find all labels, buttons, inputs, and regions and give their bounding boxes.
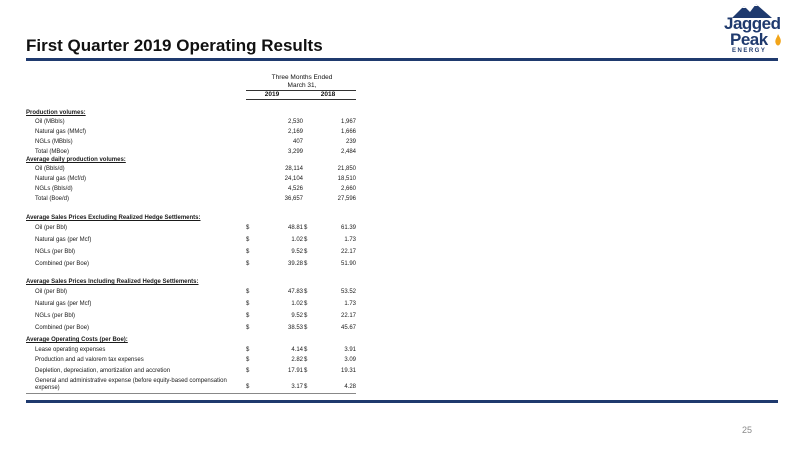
row-label: Natural gas (per Mcf) bbox=[35, 301, 92, 307]
table-row bbox=[26, 259, 356, 269]
row-label-continued: expense) bbox=[35, 385, 60, 391]
bottom-divider bbox=[26, 400, 778, 403]
currency-symbol: $ bbox=[246, 261, 250, 267]
value-2018: 22.17 bbox=[340, 249, 356, 255]
value-2019: 1.02 bbox=[291, 237, 303, 243]
value-2018: 22.17 bbox=[340, 313, 356, 319]
column-header-rule bbox=[246, 99, 356, 100]
value-2018: 21,850 bbox=[337, 166, 356, 172]
section-title: Production volumes: bbox=[26, 110, 86, 116]
value-2018: 45.67 bbox=[340, 325, 356, 331]
value-2019: 39.28 bbox=[287, 261, 303, 267]
slide-title: First Quarter 2019 Operating Results bbox=[26, 36, 323, 55]
value-2018: 4.28 bbox=[344, 384, 356, 390]
value-2019: 2,169 bbox=[287, 129, 303, 135]
value-2019: 2,530 bbox=[287, 119, 303, 125]
currency-symbol: $ bbox=[246, 301, 250, 307]
value-2018: 3.09 bbox=[344, 357, 356, 363]
row-label: Production and ad valorem tax expenses bbox=[35, 357, 144, 363]
row-label: Oil (MBbls) bbox=[35, 119, 65, 125]
table-row bbox=[26, 311, 356, 321]
currency-symbol: $ bbox=[246, 225, 250, 231]
value-2019: 47.83 bbox=[287, 289, 303, 295]
value-2018: 1.73 bbox=[344, 237, 356, 243]
row-label: Oil (per Bbl) bbox=[35, 225, 68, 231]
jagged-peak-logo bbox=[718, 2, 788, 62]
row-label: Oil (per Bbl) bbox=[35, 289, 68, 295]
value-2018: 19.31 bbox=[340, 368, 356, 374]
currency-symbol: $ bbox=[304, 347, 308, 353]
value-2019: 3.17 bbox=[291, 384, 303, 390]
top-divider bbox=[26, 58, 778, 61]
section-heading bbox=[26, 277, 356, 287]
currency-symbol: $ bbox=[246, 237, 250, 243]
value-2019: 9.52 bbox=[291, 313, 303, 319]
row-label: Combined (per Boe) bbox=[35, 325, 90, 331]
row-label: Combined (per Boe) bbox=[35, 261, 90, 267]
table-row bbox=[26, 247, 356, 257]
row-label: Lease operating expenses bbox=[35, 347, 106, 353]
table-row bbox=[26, 164, 356, 174]
section-title: Average Sales Prices Excluding Realized Hedge Settlements: bbox=[26, 215, 201, 221]
currency-symbol: $ bbox=[304, 237, 308, 243]
value-2019: 3,299 bbox=[287, 149, 303, 155]
table-row bbox=[26, 235, 356, 245]
currency-symbol: $ bbox=[304, 325, 308, 331]
row-label: Total (MBoe) bbox=[35, 149, 70, 155]
currency-symbol: $ bbox=[246, 313, 250, 319]
table-row bbox=[26, 127, 356, 137]
value-2018: 3.91 bbox=[344, 347, 356, 353]
value-2018: 18,510 bbox=[337, 176, 356, 182]
currency-symbol: $ bbox=[304, 261, 308, 267]
currency-symbol: $ bbox=[304, 289, 308, 295]
currency-symbol: $ bbox=[304, 368, 308, 374]
section-heading bbox=[26, 335, 356, 345]
value-2018: 1,666 bbox=[340, 129, 356, 135]
section-heading bbox=[26, 213, 356, 223]
value-2019: 1.02 bbox=[291, 301, 303, 307]
currency-symbol: $ bbox=[304, 301, 308, 307]
section-title: Average Operating Costs (per Boe): bbox=[26, 337, 128, 343]
row-label: Depletion, depreciation, amortization and accretion bbox=[35, 368, 171, 374]
table-row bbox=[26, 223, 356, 233]
row-label: General and administrative expense (before equity-based compensation bbox=[35, 378, 227, 384]
logo-text-line1: Jagged bbox=[724, 14, 781, 33]
row-label: Oil (Bbls/d) bbox=[35, 166, 65, 172]
value-2019: 4.14 bbox=[291, 347, 303, 353]
column-header-2018: 2018 bbox=[320, 91, 336, 98]
value-2018: 2,660 bbox=[340, 186, 356, 192]
currency-symbol: $ bbox=[246, 357, 250, 363]
currency-symbol: $ bbox=[246, 368, 250, 374]
flame-icon bbox=[774, 34, 782, 46]
row-label: Total (Boe/d) bbox=[35, 196, 70, 202]
column-header-2019: 2019 bbox=[264, 91, 280, 98]
table-row bbox=[26, 174, 356, 184]
value-2019: 48.81 bbox=[287, 225, 303, 231]
section-title: Average daily production volumes: bbox=[26, 157, 126, 163]
value-2018: 239 bbox=[345, 139, 356, 145]
table-row bbox=[26, 137, 356, 147]
currency-symbol: $ bbox=[304, 357, 308, 363]
currency-symbol: $ bbox=[304, 313, 308, 319]
row-label: NGLs (per Bbl) bbox=[35, 249, 76, 255]
value-2019: 17.91 bbox=[287, 368, 303, 374]
value-2018: 61.39 bbox=[340, 225, 356, 231]
value-2018: 1.73 bbox=[344, 301, 356, 307]
currency-symbol: $ bbox=[246, 289, 250, 295]
logo-text-line2: Peak bbox=[730, 30, 768, 49]
value-2019: 2.82 bbox=[291, 357, 303, 363]
table-row bbox=[26, 366, 356, 376]
row-label: NGLs (MBbls) bbox=[35, 139, 73, 145]
row-label: NGLs (Bbls/d) bbox=[35, 186, 73, 192]
currency-symbol: $ bbox=[246, 384, 250, 390]
value-2018: 53.52 bbox=[340, 289, 356, 295]
period-header: Three Months Ended bbox=[271, 74, 333, 81]
value-2018: 27,596 bbox=[337, 196, 356, 202]
currency-symbol: $ bbox=[246, 347, 250, 353]
table-row bbox=[26, 323, 356, 333]
currency-symbol: $ bbox=[304, 384, 308, 390]
currency-symbol: $ bbox=[246, 325, 250, 331]
value-2019: 36,657 bbox=[284, 196, 303, 202]
page-number: 25 bbox=[742, 425, 753, 435]
table-row bbox=[26, 117, 356, 127]
section-title: Average Sales Prices Including Realized Hedge Settlements: bbox=[26, 279, 199, 285]
value-2019: 9.52 bbox=[291, 249, 303, 255]
table-row bbox=[26, 345, 356, 355]
currency-symbol: $ bbox=[304, 225, 308, 231]
value-2019: 4,526 bbox=[287, 186, 303, 192]
value-2019: 24,104 bbox=[284, 176, 303, 182]
table-row bbox=[26, 194, 356, 204]
row-label: Natural gas (MMcf) bbox=[35, 129, 87, 135]
table-row bbox=[26, 299, 356, 309]
value-2018: 2,484 bbox=[340, 149, 356, 155]
value-2019: 28,114 bbox=[285, 166, 303, 172]
table-row bbox=[26, 287, 356, 297]
logo-text-line3: ENERGY bbox=[732, 48, 767, 54]
row-label: NGLs (per Bbl) bbox=[35, 313, 76, 319]
row-label: Natural gas (per Mcf) bbox=[35, 237, 92, 243]
table-row bbox=[26, 355, 356, 365]
table-row bbox=[26, 378, 356, 398]
table-end-rule bbox=[26, 393, 356, 394]
value-2019: 407 bbox=[292, 139, 303, 145]
value-2019: 38.53 bbox=[287, 325, 303, 331]
value-2018: 51.90 bbox=[340, 261, 356, 267]
row-label: Natural gas (Mcf/d) bbox=[35, 176, 87, 182]
table-row bbox=[26, 184, 356, 194]
currency-symbol: $ bbox=[246, 249, 250, 255]
value-2018: 1,967 bbox=[340, 119, 356, 125]
currency-symbol: $ bbox=[304, 249, 308, 255]
period-subheader: March 31, bbox=[287, 82, 317, 89]
